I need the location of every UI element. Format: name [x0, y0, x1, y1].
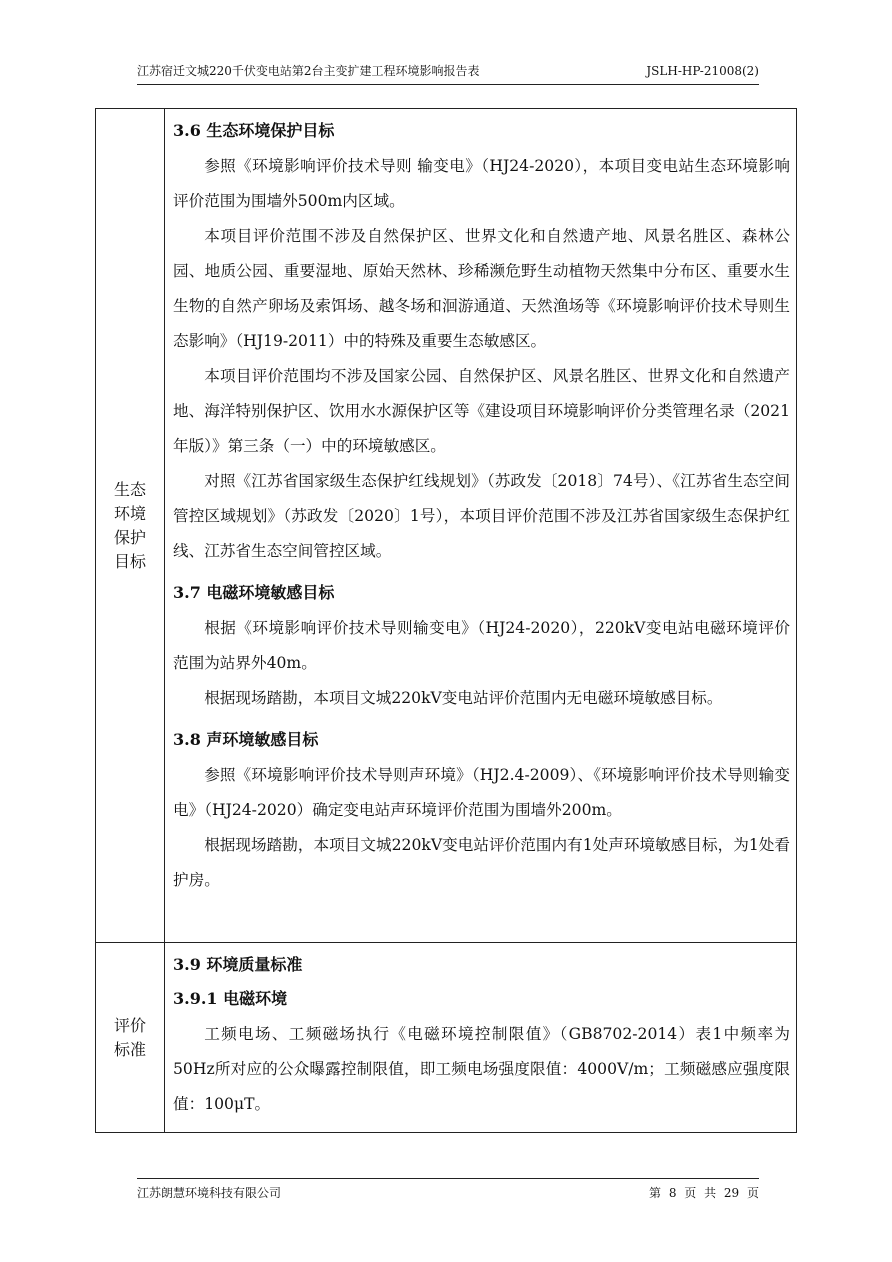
heading-3-6: 3.6 生态环境保护目标 — [173, 121, 335, 140]
page-number: 第 8 页 共 29 页 — [649, 1186, 759, 1200]
row-label-eco-text: 生态 环境 保护 目标 — [113, 479, 146, 571]
paragraph: 工频电场、工频磁场执行《电磁环境控制限值》（GB8702-2014）表1中频率为50Hz所对应的公众曝露控制限值，即工频电场强度限值：4000V/m；工频磁感应强度限值：100μT。 — [173, 1025, 790, 1113]
row-body-std — [165, 943, 797, 1133]
paragraph: 根据《环境影响评价技术导则输变电》（HJ24-2020），220kV变电站电磁环境评价范围为站界外40m。 — [173, 619, 790, 672]
page-footer — [137, 1178, 759, 1209]
heading-3-9-1: 3.9.1 电磁环境 — [173, 989, 288, 1008]
paragraph: 参照《环境影响评价技术导则 输变电》（HJ24-2020），本项目变电站生态环境影响评价范围为围墙外500m内区域。 — [173, 157, 790, 210]
row-label-std — [96, 943, 165, 1133]
heading-3-8: 3.8 声环境敏感目标 — [173, 730, 319, 749]
paragraph: 根据现场踏勘，本项目文城220kV变电站评价范围内有1处声环境敏感目标，为1处看护房。 — [173, 836, 790, 889]
paragraph: 本项目评价范围均不涉及国家公园、自然保护区、风景名胜区、世界文化和自然遗产地、海洋特别保护区、饮用水水源保护区等《建设项目环境影响评价分类管理名录（2021年版）》第三条（一）中的环境敏感区。 — [173, 367, 790, 455]
content-table — [95, 108, 797, 1133]
company-name: 江苏朗慧环境科技有限公司 — [137, 1186, 282, 1200]
paragraph: 对照《江苏省国家级生态保护红线规划》（苏政发〔2018〕74号）、《江苏省生态空间管控区域规划》（苏政发〔2020〕1号），本项目评价范围不涉及江苏省国家级生态保护红线、江苏省生态空间管控区域。 — [173, 472, 790, 560]
row-label-eco — [96, 109, 165, 943]
report-title: 江苏宿迁文城220千伏变电站第2台主变扩建工程环境影响报告表 — [137, 64, 480, 78]
heading-3-7: 3.7 电磁环境敏感目标 — [173, 583, 335, 602]
row-body-eco — [165, 109, 797, 943]
paragraph: 本项目评价范围不涉及自然保护区、世界文化和自然遗产地、风景名胜区、森林公园、地质公园、重要湿地、原始天然林、珍稀濒危野生动植物天然集中分布区、重要水生生物的自然产卵场及索饵场、越冬场和洄游通道、天然渔场等《环境影响评价技术导则生态影响》（HJ19-2011）中的特殊及重要生态敏感区。 — [173, 227, 790, 350]
paragraph: 参照《环境影响评价技术导则声环境》（HJ2.4-2009）、《环境影响评价技术导则输变电》（HJ24-2020）确定变电站声环境评价范围为围墙外200m。 — [173, 766, 790, 819]
heading-3-9: 3.9 环境质量标准 — [173, 955, 303, 974]
table-row-std — [96, 943, 797, 1133]
table-row-eco — [96, 109, 797, 943]
page-header — [137, 62, 759, 85]
document-number: JSLH-HP-21008(2) — [646, 64, 759, 78]
row-label-std-text: 评价 标准 — [113, 1015, 146, 1059]
paragraph: 根据现场踏勘，本项目文城220kV变电站评价范围内无电磁环境敏感目标。 — [204, 689, 723, 707]
